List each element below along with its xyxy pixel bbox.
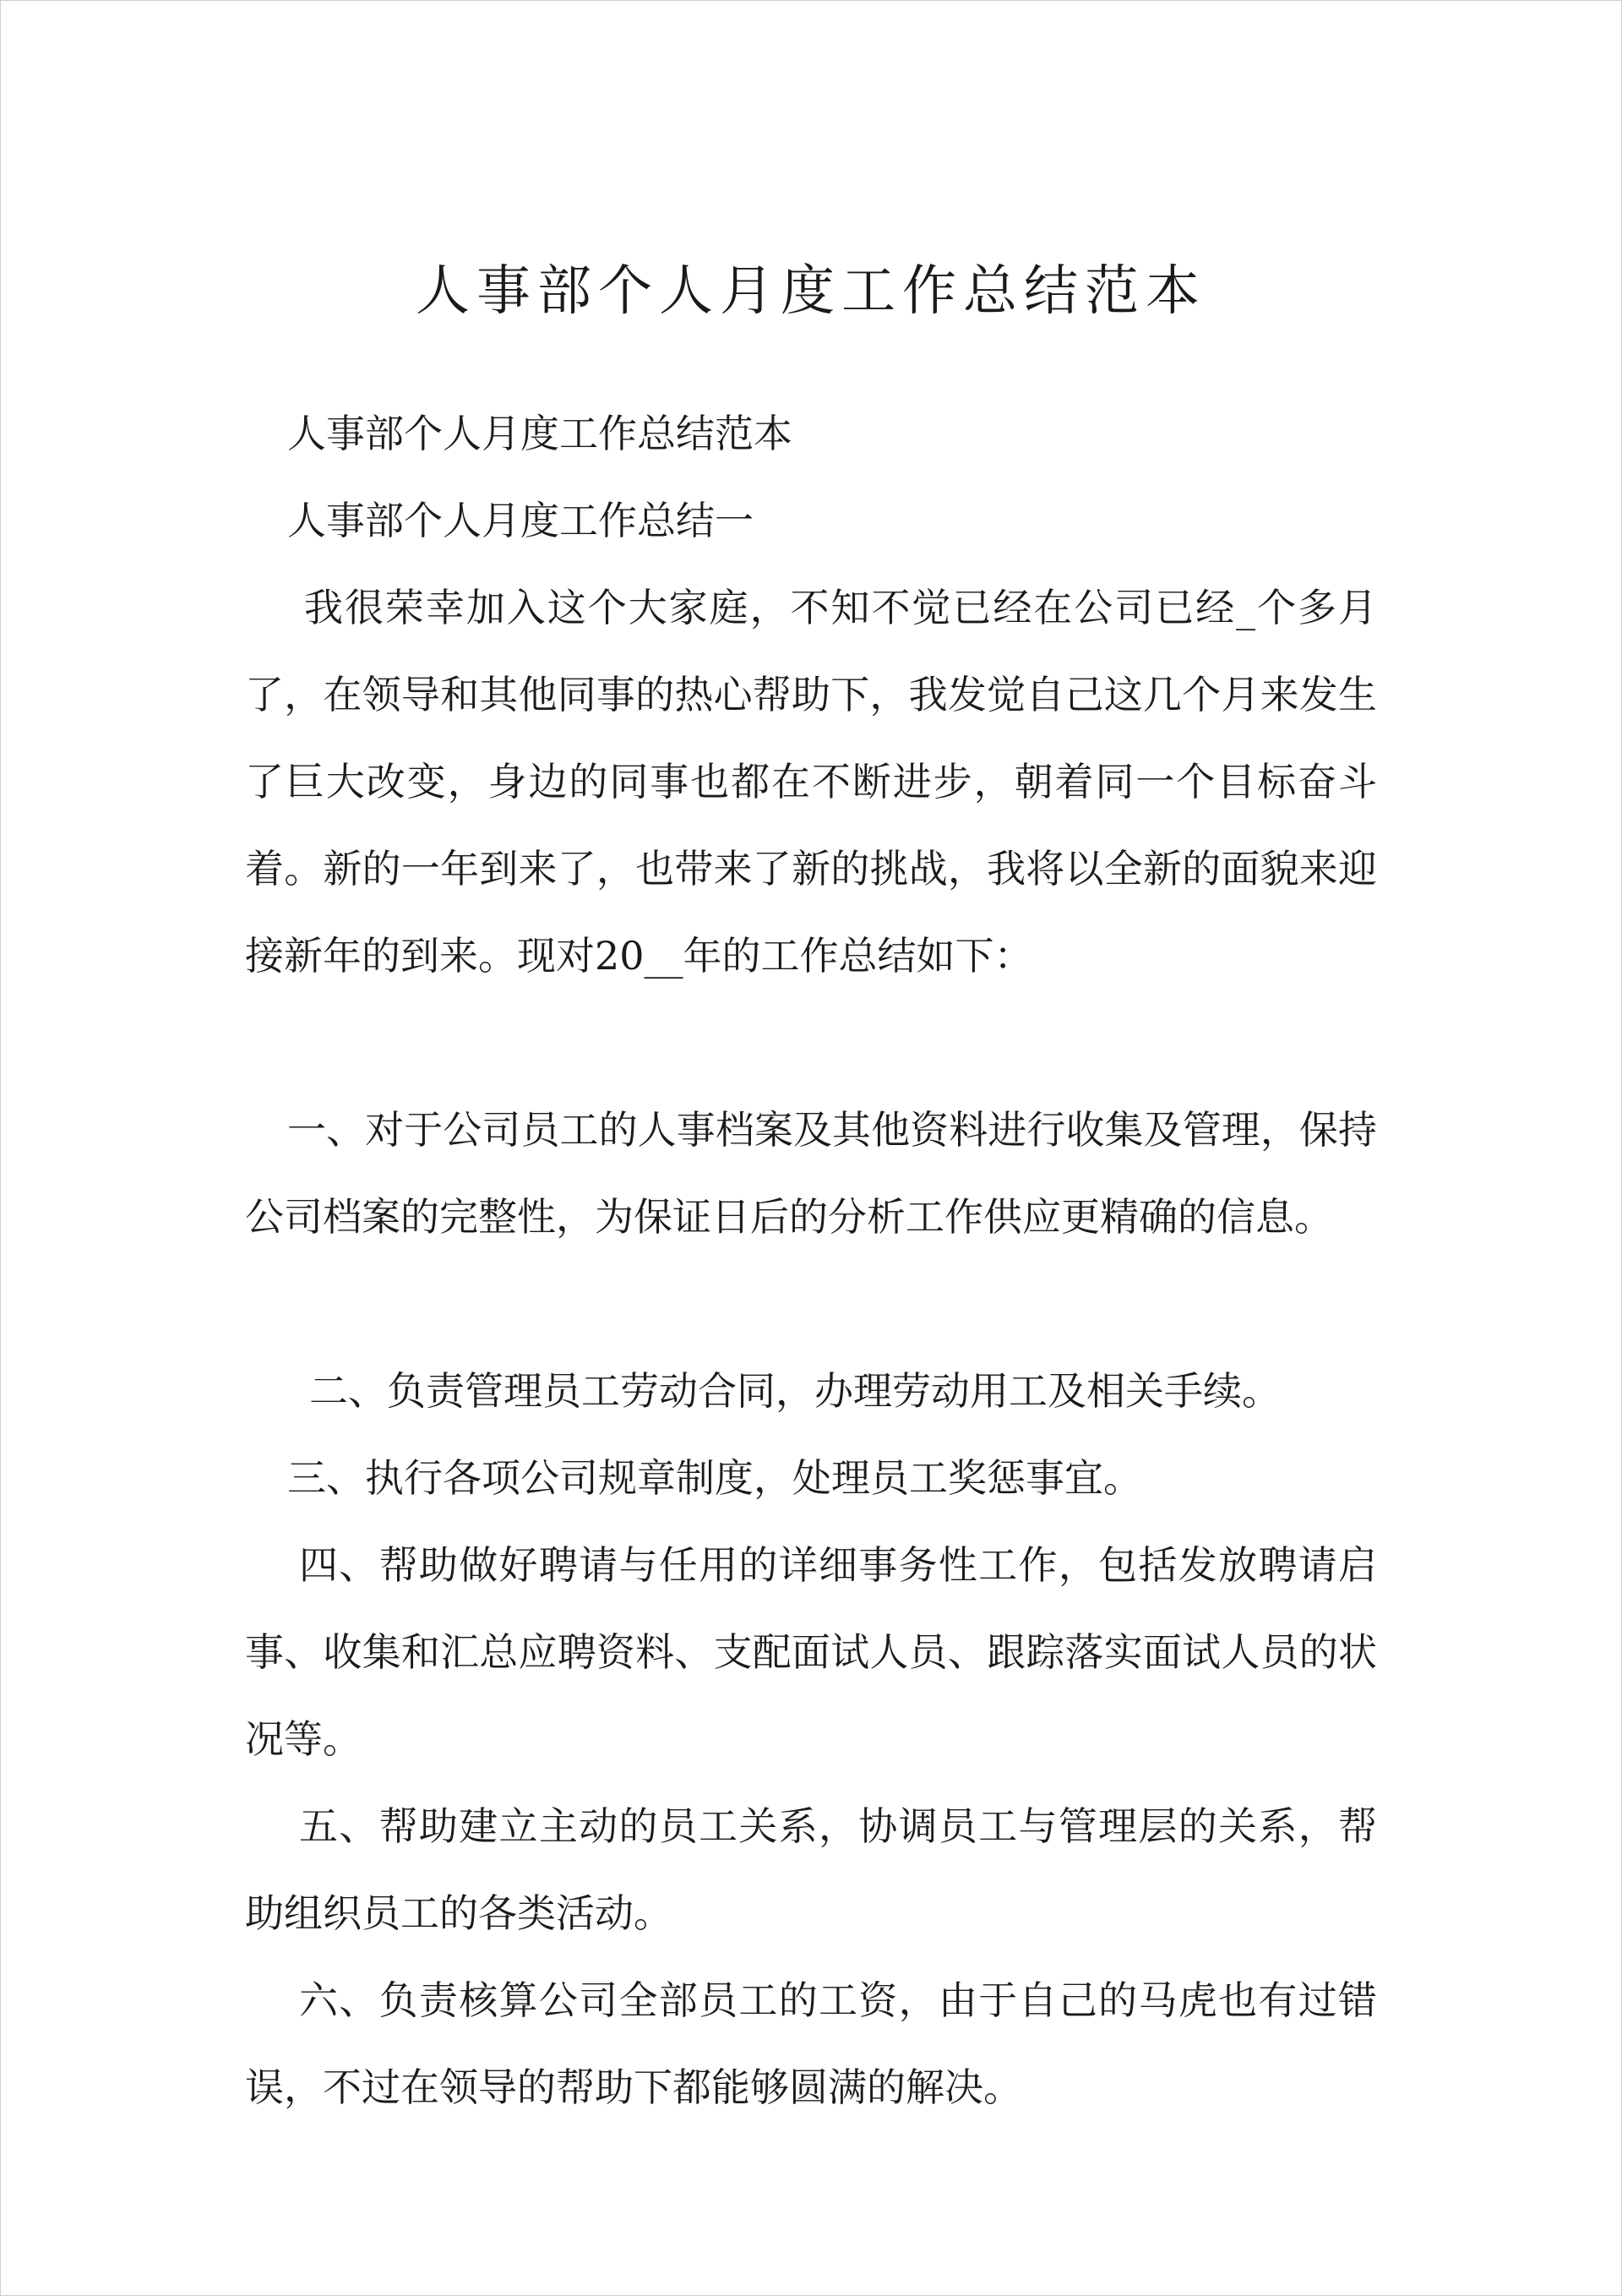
section-heading: 人事部个人月度工作总结一 [287, 498, 754, 543]
paragraph-item-4: 四、帮助做好聘请与任用的详细事务性工作，包括发放聘请启事、收集和汇总应聘资料、支配面试人员、跟踪落实面试人员的状况等。 [245, 1542, 1377, 1762]
paragraph-item-2: 二、负责管理员工劳动合同，办理劳动用工及相关手续。 [309, 1368, 1281, 1414]
document-title: 人事部个人月度工作总结范本 [416, 260, 1206, 323]
paragraph-intro: 我很荣幸加入这个大家庭，不知不觉已经在公司已经_个多月了，在领导和其他同事的热心帮助下，我发觉自己这几个月来发生了巨大改变，身边的同事也都在不断进步，朝着同一个目标奋斗着。新的一年到来了，也带来了新的挑战，我将以全新的面貌来迎接新年的到来。现对20__年的工作总结如下： [245, 585, 1377, 979]
document-subtitle: 人事部个人月度工作总结范本 [287, 411, 792, 456]
paragraph-item-3: 三、执行各项公司规章制度，处理员工奖惩事宜。 [287, 1455, 1142, 1501]
paragraph-item-5: 五、帮助建立主动的员工关系，协调员工与管理层的关系，帮助组织员工的各类活动。 [245, 1803, 1377, 1936]
paragraph-item-6: 六、负责核算公司全部员工的工资，由于自己的马虎也有过错误，不过在领导的帮助下都能够圆满的解决。 [245, 1977, 1377, 2110]
paragraph-item-1: 一、对于公司员工的人事档案及其他资料进行收集及管理，保持公司档案的完整性，为保证日后的分析工作供应更精确的信息。 [245, 1107, 1377, 1240]
